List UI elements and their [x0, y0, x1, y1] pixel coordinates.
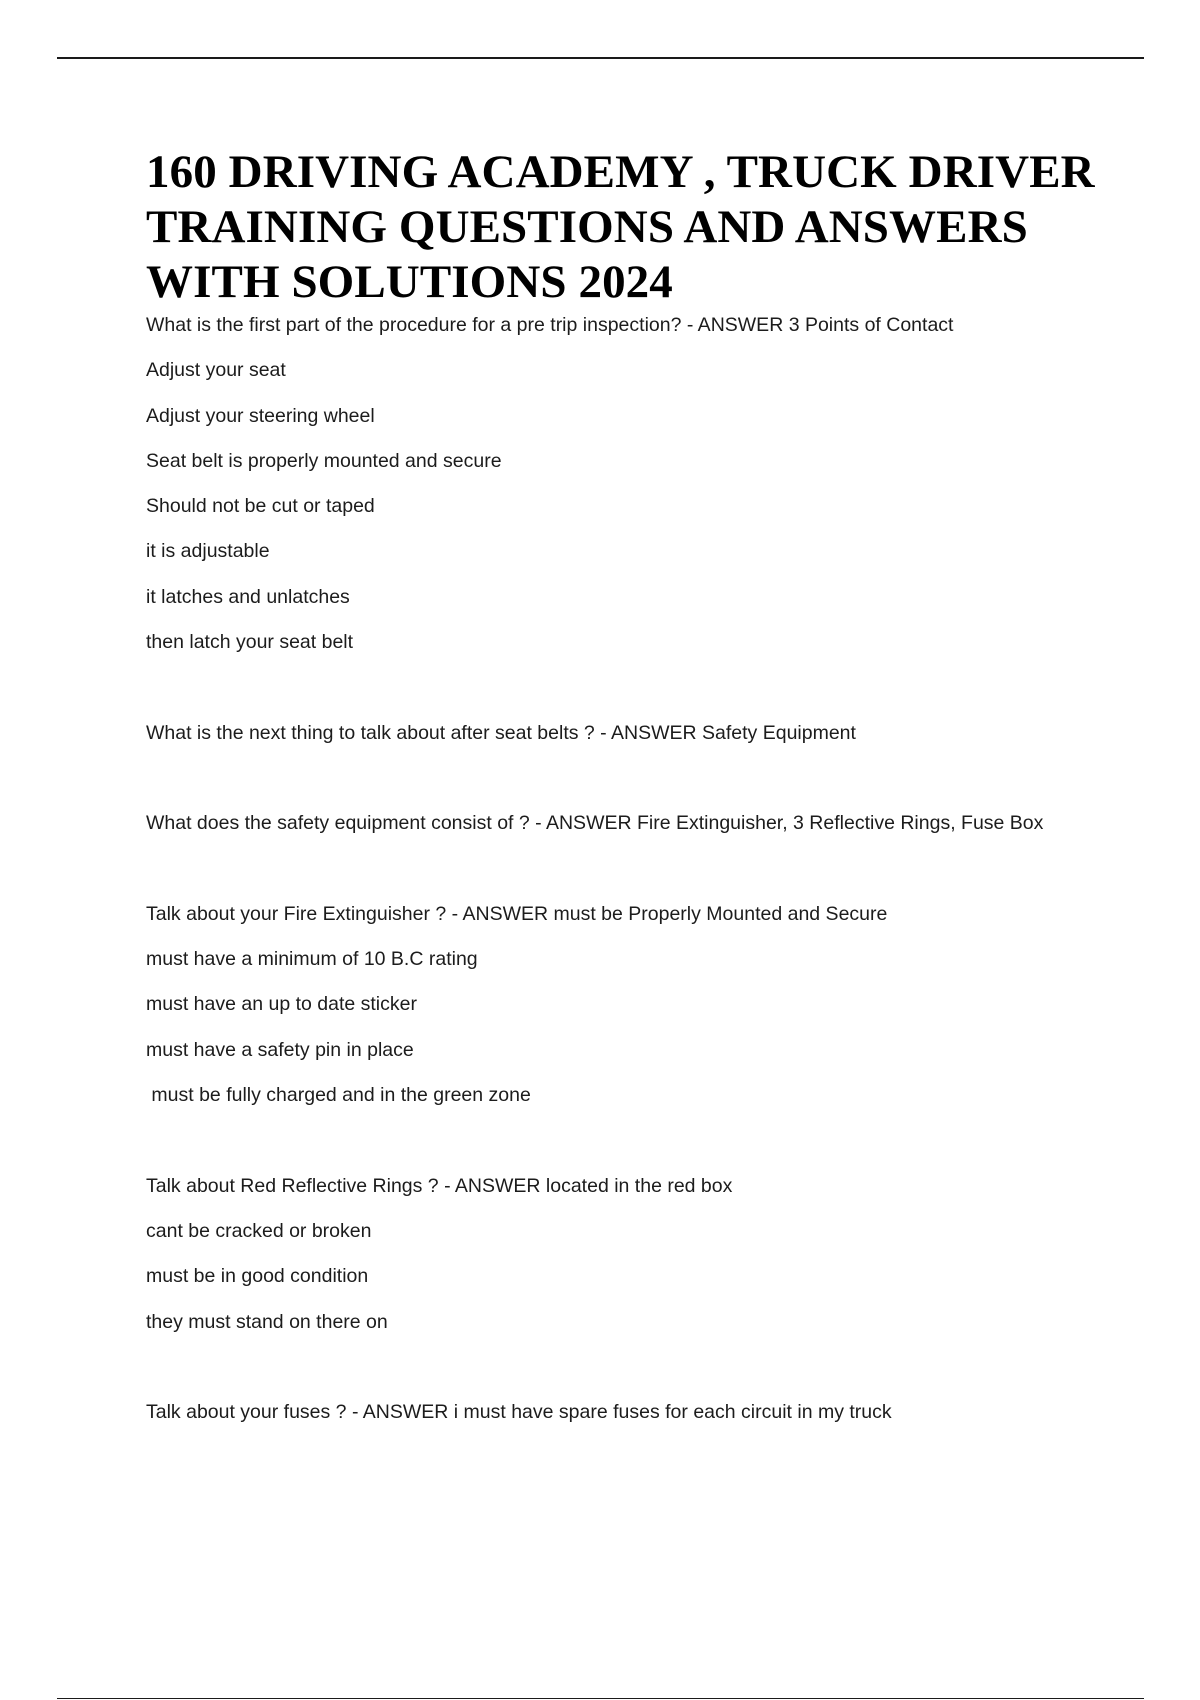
- block-gap: [146, 1355, 1106, 1400]
- qa-detail: must have a minimum of 10 B.C rating: [146, 948, 478, 971]
- qa-detail: must be in good condition: [146, 1265, 369, 1288]
- qa-question: Talk about Red Reflective Rings ? - ANSWER located in the red box: [146, 1174, 733, 1197]
- qa-question: Talk about your Fire Extinguisher ? - ANSWER must be Properly Mounted and Secure: [146, 902, 888, 925]
- qa-detail: Seat belt is properly mounted and secure: [146, 449, 502, 472]
- qa-detail: cant be cracked or broken: [146, 1219, 372, 1242]
- qa-detail: must be fully charged and in the green zone: [146, 1084, 531, 1107]
- qa-question: What is the next thing to talk about after seat belts ? - ANSWER Safety Equipment: [146, 721, 856, 744]
- qa-detail: they must stand on there on: [146, 1310, 388, 1333]
- qa-detail: Adjust your steering wheel: [146, 404, 375, 427]
- qa-list: [146, 313, 1106, 1424]
- qa-block: [146, 902, 1106, 1107]
- bottom-rule: [57, 1698, 1144, 1699]
- qa-block: [146, 313, 1106, 654]
- qa-question: What is the first part of the procedure for a pre trip inspection? - ANSWER 3 Points of Contact: [146, 314, 954, 336]
- qa-detail: it latches and unlatches: [146, 585, 350, 608]
- qa-detail: must have a safety pin in place: [146, 1038, 414, 1061]
- qa-detail: must have an up to date sticker: [146, 993, 417, 1016]
- qa-block: [146, 1174, 1106, 1334]
- qa-detail: it is adjustable: [146, 540, 270, 563]
- qa-block: [146, 811, 1106, 835]
- block-gap: [146, 766, 1106, 811]
- qa-detail: Should not be cut or taped: [146, 495, 375, 518]
- block-gap: [146, 1128, 1106, 1173]
- qa-detail: Adjust your seat: [146, 359, 286, 382]
- document-title: 160 DRIVING ACADEMY , TRUCK DRIVER TRAINING QUESTIONS AND ANSWERS WITH SOLUTIONS 2024: [146, 146, 1095, 308]
- top-rule: [57, 57, 1144, 59]
- qa-block: [146, 1400, 1106, 1424]
- qa-detail: then latch your seat belt: [146, 631, 354, 654]
- block-gap: [146, 857, 1106, 902]
- qa-question: What does the safety equipment consist of ? - ANSWER Fire Extinguisher, 3 Reflective Rings, Fuse Box: [146, 812, 1044, 835]
- qa-question: Talk about your fuses ? - ANSWER i must have spare fuses for each circuit in my truck: [146, 1401, 892, 1424]
- document-page: [146, 145, 1106, 1445]
- block-gap: [146, 675, 1106, 720]
- qa-block: [146, 721, 1106, 745]
